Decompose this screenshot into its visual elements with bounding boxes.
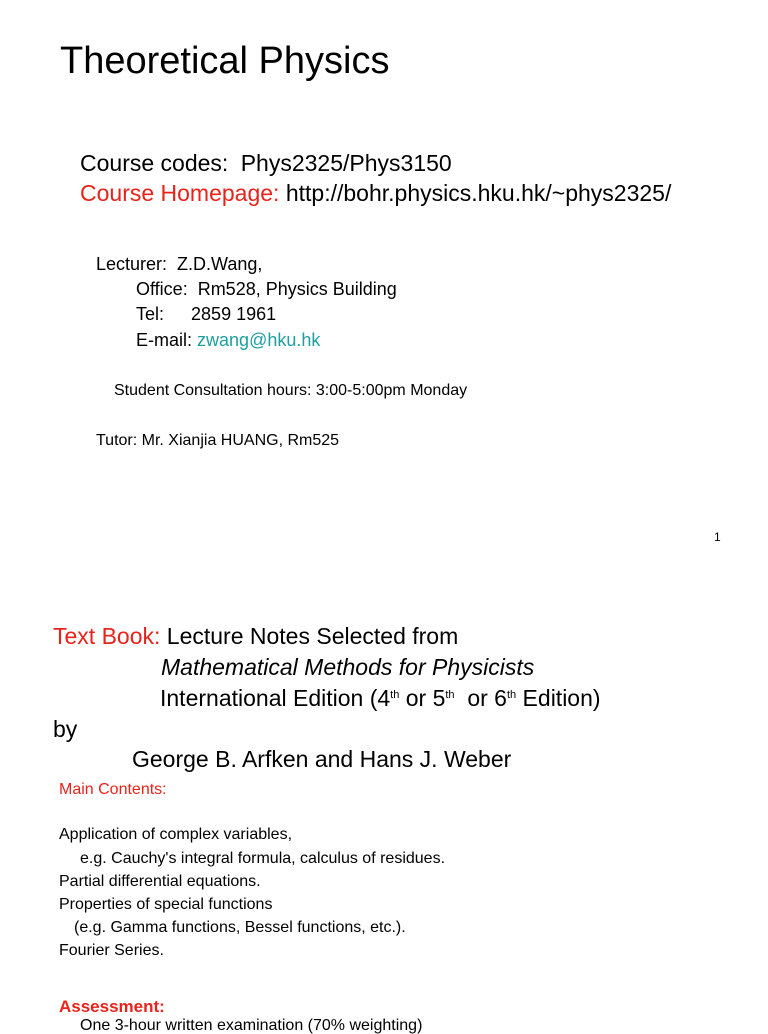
email-line [136, 331, 320, 349]
contents-item: (e.g. Gamma functions, Bessel functions, etc.). [74, 919, 406, 936]
edition-superscript: th [445, 689, 455, 701]
email-link[interactable]: zwang@hku.hk [197, 330, 321, 350]
edition-line [160, 687, 601, 710]
contents-item: e.g. Cauchy's integral formula, calculus of residues. [80, 850, 446, 867]
authors: George B. Arfken and Hans J. Weber [132, 746, 512, 772]
slide-title: Theoretical Physics [60, 40, 390, 82]
course-homepage-url[interactable]: http://bohr.physics.hku.hk/~phys2325/ [285, 180, 672, 206]
course-homepage-label: Course Homepage: [80, 180, 280, 206]
page-number: 1 [714, 530, 721, 544]
course-codes-line [80, 152, 452, 175]
textbook-title: Mathematical Methods for Physicists [161, 654, 535, 680]
edition-mid: or 5 [399, 685, 446, 711]
edition-suffix: Edition) [516, 685, 601, 711]
edition-prefix: International Edition (4 [160, 685, 391, 711]
by-label: by [53, 716, 78, 742]
main-contents-heading: Main Contents: [59, 781, 167, 798]
textbook-intro: Lecture Notes Selected from [166, 623, 459, 649]
email-label: E-mail: [136, 330, 193, 350]
edition-superscript: th [506, 689, 517, 701]
assessment-item: One 3-hour written examination (70% weighting) [80, 1017, 423, 1034]
course-codes-value: Phys2325/Phys3150 [240, 150, 452, 176]
contents-item: Application of complex variables, [59, 826, 293, 843]
lecturer-line: Lecturer: Z.D.Wang, [96, 254, 263, 274]
office-line: Office: Rm528, Physics Building [136, 279, 397, 299]
contents-item: Partial differential equations. [59, 873, 261, 890]
textbook-label: Text Book: [53, 623, 161, 649]
course-homepage-line [80, 182, 671, 205]
contents-item: Properties of special functions [59, 896, 273, 913]
tutor-line: Tutor: Mr. Xianjia HUANG, Rm525 [96, 432, 340, 449]
edition-superscript: th [390, 689, 400, 701]
course-codes-label: Course codes: [80, 150, 229, 176]
assessment-heading: Assessment: [59, 997, 165, 1016]
contents-item: Fourier Series. [59, 942, 164, 959]
tel-line [136, 305, 276, 323]
textbook-line [53, 625, 458, 648]
consultation-hours: Student Consultation hours: 3:00-5:00pm Monday [114, 382, 468, 399]
edition-mid: or 6 [454, 685, 507, 711]
tel-label: Tel: [136, 304, 165, 324]
tel-value: 2859 1961 [191, 304, 277, 324]
